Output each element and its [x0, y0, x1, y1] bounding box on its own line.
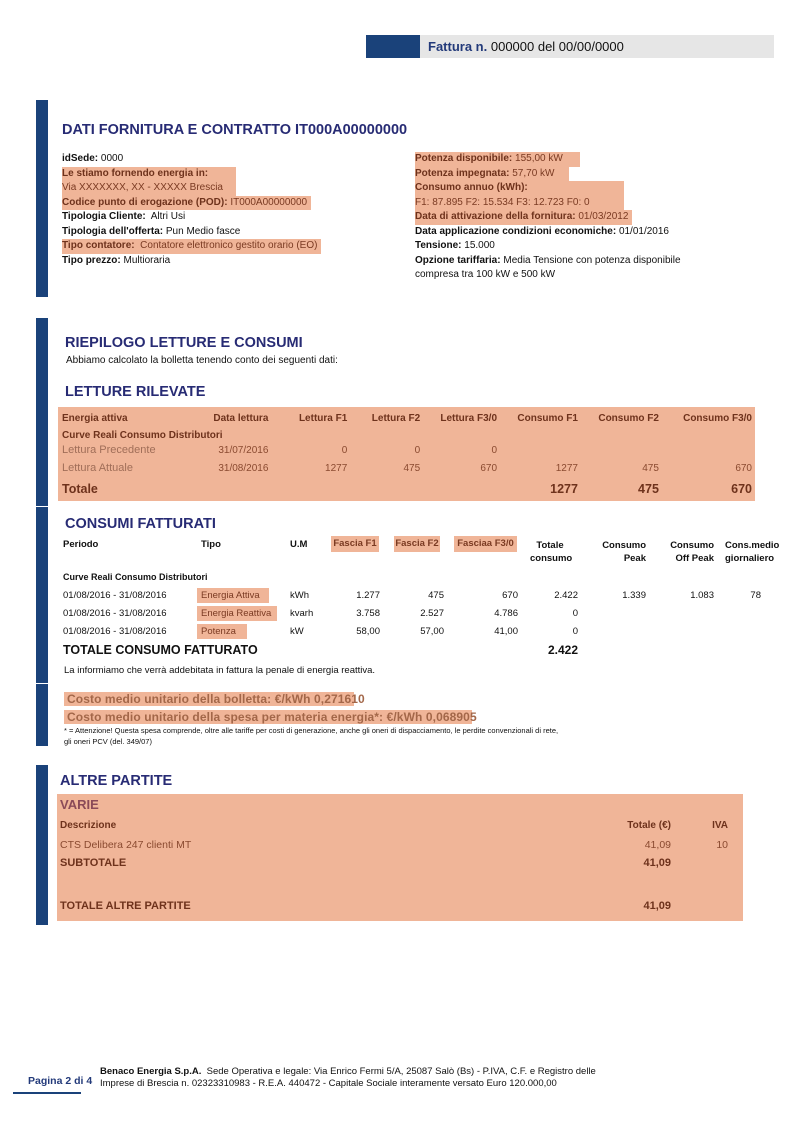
- invoice-label: Fattura n.: [428, 39, 488, 54]
- idsede-value: 0000: [100, 153, 124, 164]
- potenza-impegnata-value: 57,70 kW: [512, 167, 555, 179]
- consumi-cell-f3: 41,00: [494, 626, 518, 637]
- cell: [347, 477, 420, 501]
- tipo-contatore-label: Tipo contatore:: [62, 240, 135, 251]
- col-header-medio: [725, 539, 785, 565]
- col-header: Energia attiva: [62, 412, 128, 424]
- total-consumo-f1: 1277: [550, 482, 578, 496]
- consumi-cell-periodo: 01/08/2016 - 31/08/2016: [63, 608, 167, 619]
- letture-table: [62, 407, 752, 501]
- cell: [268, 477, 347, 501]
- cell: 31/08/2016: [218, 462, 269, 474]
- consumi-group-label: Curve Reali Consumo Distributori: [63, 572, 208, 582]
- invoice-number: [428, 39, 624, 54]
- footer-line1: Sede Operativa e legale: Via Enrico Fermi 5/A, 25087 Salò (Bs) - P.IVA, C.F. e Registro delle: [206, 1066, 596, 1077]
- consumi-cell-f2: 57,00: [420, 626, 444, 637]
- altre-partite-row-totale: 41,09: [644, 839, 671, 851]
- consumi-cell-um: kWh: [290, 590, 309, 601]
- section-bar-riepilogo: [36, 318, 48, 506]
- penale-note: La informiamo che verrà addebitata in fattura la penale di energia reattiva.: [64, 665, 376, 676]
- consumo-annuo-values-row: [415, 196, 681, 211]
- letture-total-row: [62, 477, 752, 501]
- tipologia-offerta-label: Tipologia dell'offerta:: [62, 225, 164, 237]
- total-consumo-f3: 670: [731, 482, 752, 496]
- page-number: Pagina 2 di 4: [28, 1075, 93, 1087]
- pod-label: Codice punto di erogazione (POD):: [62, 196, 228, 208]
- cell: Lettura Attuale: [62, 462, 133, 474]
- col-header-totale: [530, 539, 573, 565]
- consumi-cell-tipo: Energia Reattiva: [197, 606, 277, 621]
- col-header-peak-line1: Consumo: [602, 540, 646, 551]
- pod-value: IT000A00000000: [230, 196, 308, 208]
- cell: 0: [491, 444, 498, 456]
- tensione-label: Tensione:: [415, 240, 462, 251]
- opzione-tariffaria-label: Opzione tariffaria:: [415, 254, 501, 266]
- col-header-descrizione: Descrizione: [60, 820, 117, 831]
- riepilogo-subtitle: Abbiamo calcolato la bolletta tenendo conto dei seguenti dati:: [66, 355, 338, 366]
- col-header-totale-euro: Totale (€): [627, 820, 671, 831]
- col-header-iva: IVA: [712, 820, 728, 831]
- col-header: Lettura F1: [298, 412, 348, 424]
- tipo-prezzo-row: [62, 254, 321, 269]
- data-applicazione-label: Data applicazione condizioni economiche:: [415, 225, 617, 237]
- cell: 0: [414, 444, 421, 456]
- col-header-tipo: Tipo: [201, 539, 221, 550]
- consumo-annuo-label: Consumo annuo (kWh):: [415, 182, 528, 193]
- consumi-cell-peak: 1.339: [622, 590, 646, 601]
- tipo-prezzo-value: Multioraria: [123, 254, 171, 266]
- totale-consumo-value: 2.422: [547, 643, 578, 657]
- table-row: [62, 459, 752, 477]
- col-header: Data lettura: [213, 412, 269, 424]
- altre-partite-row-iva: 10: [716, 839, 728, 851]
- col-header-peak: [598, 539, 646, 565]
- consumi-cell-um: kW: [290, 626, 304, 637]
- cell: [163, 477, 268, 501]
- consumi-cell-f2: 475: [428, 590, 444, 601]
- company-name: Benaco Energia S.p.A.: [100, 1066, 202, 1077]
- cell: 670: [735, 462, 752, 474]
- col-header-totale-line2: consumo: [530, 553, 573, 564]
- col-header: Consumo F2: [598, 412, 659, 424]
- subtotale-value: 41,09: [643, 857, 671, 869]
- consumi-cell-totale: 2.422: [554, 590, 578, 601]
- potenza-disponibile-label: Potenza disponibile:: [415, 153, 513, 164]
- costo-medio-bolletta: Costo medio unitario della bolletta: €/kWh 0,271610: [64, 692, 354, 706]
- tipologia-cliente-row: [62, 210, 321, 225]
- consumi-cell-medio: 78: [750, 590, 761, 601]
- data-attivazione-label: Data di attivazione della fornitura:: [415, 211, 576, 222]
- tipo-contatore-row: [62, 239, 321, 254]
- col-header-medio-line1: Cons.medio: [725, 540, 780, 551]
- col-header: Lettura F3/0: [440, 412, 498, 424]
- cell: [420, 477, 497, 501]
- totale-consumo-label: TOTALE CONSUMO FATTURATO: [63, 643, 258, 657]
- footer-line2: Imprese di Brescia n. 02323310983 - R.E.A. 440472 - Capitale Sociale interamente versato Euro 120.000,00: [100, 1078, 557, 1089]
- letture-header-row: [62, 407, 752, 425]
- tipologia-offerta-value: Pun Medio fasce: [165, 225, 241, 237]
- consumi-cell-f1: 3.758: [356, 608, 380, 619]
- subtotale-label: SUBTOTALE: [60, 857, 127, 869]
- cell: [578, 441, 659, 459]
- data-attivazione-row: [415, 210, 681, 225]
- cell: 670: [480, 462, 498, 474]
- consumi-title: CONSUMI FATTURATI: [65, 516, 216, 532]
- col-header-peak-line2: Peak: [623, 553, 646, 564]
- consumi-cell-tipo: Potenza: [197, 624, 247, 639]
- col-header-offpeak: [664, 539, 714, 565]
- cell: [497, 441, 578, 459]
- idsede-label: idSede:: [62, 153, 99, 164]
- cell: Lettura Precedente: [62, 444, 156, 456]
- consumi-cell-totale: 0: [572, 626, 578, 637]
- letture-title: LETTURE RILEVATE: [65, 384, 206, 400]
- col-header-offpeak-line2: Off Peak: [675, 553, 714, 564]
- table-row: [62, 441, 752, 459]
- energia-label: Le stiamo fornendo energia in:: [62, 167, 209, 179]
- fornitura-right-column: [415, 152, 681, 283]
- consumi-cell-periodo: 01/08/2016 - 31/08/2016: [63, 626, 167, 637]
- data-applicazione-row: [415, 225, 681, 240]
- idsede-row: [62, 152, 321, 167]
- costi-footnote: [64, 725, 558, 747]
- col-header-um: U.M: [290, 539, 308, 550]
- consumi-cell-tipo: Energia Attiva: [197, 588, 269, 603]
- group-label: Curve Reali Consumo Distributori: [62, 429, 223, 441]
- energia-row: [62, 167, 321, 182]
- consumo-annuo-row: [415, 181, 681, 196]
- cell: 475: [642, 462, 659, 474]
- cell: 0: [341, 444, 348, 456]
- consumi-cell-f1: 58,00: [356, 626, 380, 637]
- address-row: [62, 181, 321, 196]
- col-header-offpeak-line1: Consumo: [670, 540, 714, 551]
- totale-altre-partite-label: TOTALE ALTRE PARTITE: [60, 900, 191, 912]
- col-header-medio-line2: giornaliero: [725, 553, 775, 564]
- footer-underline: [13, 1092, 81, 1094]
- consumi-cell-um: kvarh: [290, 608, 314, 619]
- potenza-impegnata-label: Potenza impegnata:: [415, 167, 510, 179]
- consumi-cell-offpeak: 1.083: [690, 590, 714, 601]
- cell: [659, 441, 752, 459]
- potenza-impegnata-row: [415, 167, 681, 182]
- potenza-disponibile-row: [415, 152, 681, 167]
- consumi-cell-f3: 670: [502, 590, 518, 601]
- cell: 475: [403, 462, 421, 474]
- total-consumo-f2: 475: [638, 482, 659, 496]
- costo-medio-materia: Costo medio unitario della spesa per materia energia*: €/kWh 0,068905: [64, 710, 472, 724]
- consumi-cell-f1: 1.277: [356, 590, 380, 601]
- section-bar-consumi: [36, 507, 48, 683]
- invoice-header-accent: [366, 35, 420, 58]
- footer-company-info: [100, 1066, 596, 1090]
- invoice-value: 000000 del 00/00/0000: [490, 39, 624, 54]
- tipologia-offerta-row: [62, 225, 321, 240]
- tipo-contatore-value: Contatore elettronico gestito orario (EO): [140, 240, 318, 251]
- pod-row: [62, 196, 321, 211]
- total-label: Totale: [62, 482, 98, 496]
- data-attivazione-value: 01/03/2012: [578, 211, 629, 222]
- consumi-cell-totale: 0: [572, 608, 578, 619]
- tipologia-cliente-label: Tipologia Cliente:: [62, 211, 146, 222]
- tipo-prezzo-label: Tipo prezzo:: [62, 254, 121, 266]
- supply-address: Via XXXXXXX, XX - XXXXX Brescia: [62, 181, 236, 196]
- col-header-fascia-f2: Fascia F2: [394, 536, 440, 552]
- col-header-totale-line1: Totale: [536, 540, 564, 551]
- riepilogo-title: RIEPILOGO LETTURE E CONSUMI: [65, 335, 303, 351]
- footnote-line1: * = Attenzione! Questa spesa comprende, oltre alle tariffe per costi di generazione, anche gli oneri di dispacciamento, le perdite convenzionali di rete,: [64, 726, 559, 735]
- totale-altre-partite-value: 41,09: [643, 900, 671, 912]
- section-bar-altre-partite: [36, 765, 48, 925]
- consumi-cell-f3: 4.786: [494, 608, 518, 619]
- consumi-cell-periodo: 01/08/2016 - 31/08/2016: [63, 590, 167, 601]
- col-header: Lettura F2: [371, 412, 421, 424]
- consumi-cell-f2: 2.527: [420, 608, 444, 619]
- cell: 1277: [555, 462, 578, 474]
- consumo-annuo-value: F1: 87.895 F2: 15.534 F3: 12.723 F0: 0: [415, 196, 624, 211]
- col-header: Consumo F1: [517, 412, 578, 424]
- opzione-tariffaria-value: Media Tensione con potenza disponibile: [503, 254, 681, 266]
- footnote-line2: gli oneri PCV (del. 349/07): [64, 737, 152, 746]
- letture-table-box: [58, 407, 755, 501]
- section-bar-fornitura: [36, 100, 48, 297]
- col-header-periodo: Periodo: [63, 539, 99, 550]
- fornitura-title: DATI FORNITURA E CONTRATTO IT000A00000000: [62, 122, 408, 138]
- col-header: Consumo F3/0: [683, 412, 752, 424]
- letture-group-row: [62, 425, 752, 441]
- varie-heading: VARIE: [60, 797, 99, 812]
- altre-partite-title: ALTRE PARTITE: [60, 773, 173, 789]
- fornitura-left-column: [62, 152, 321, 268]
- potenza-disponibile-value: 155,00 kW: [515, 153, 563, 164]
- tensione-row: [415, 239, 681, 254]
- section-bar-costi: [36, 684, 48, 746]
- tensione-value: 15.000: [464, 240, 495, 251]
- cell: 31/07/2016: [218, 444, 269, 456]
- opzione-tariffaria-row: [415, 254, 681, 269]
- col-header-fascia-f3: Fasciaa F3/0: [454, 536, 517, 552]
- altre-partite-row-descrizione: CTS Delibera 247 clienti MT: [60, 839, 192, 851]
- tipologia-cliente-value: Altri Usi: [150, 211, 186, 222]
- cell: 1277: [325, 462, 348, 474]
- col-header-fascia-f1: Fascia F1: [331, 536, 379, 552]
- opzione-tariffaria-value-cont: compresa tra 100 kW e 500 kW: [415, 269, 556, 280]
- data-applicazione-value: 01/01/2016: [618, 225, 669, 237]
